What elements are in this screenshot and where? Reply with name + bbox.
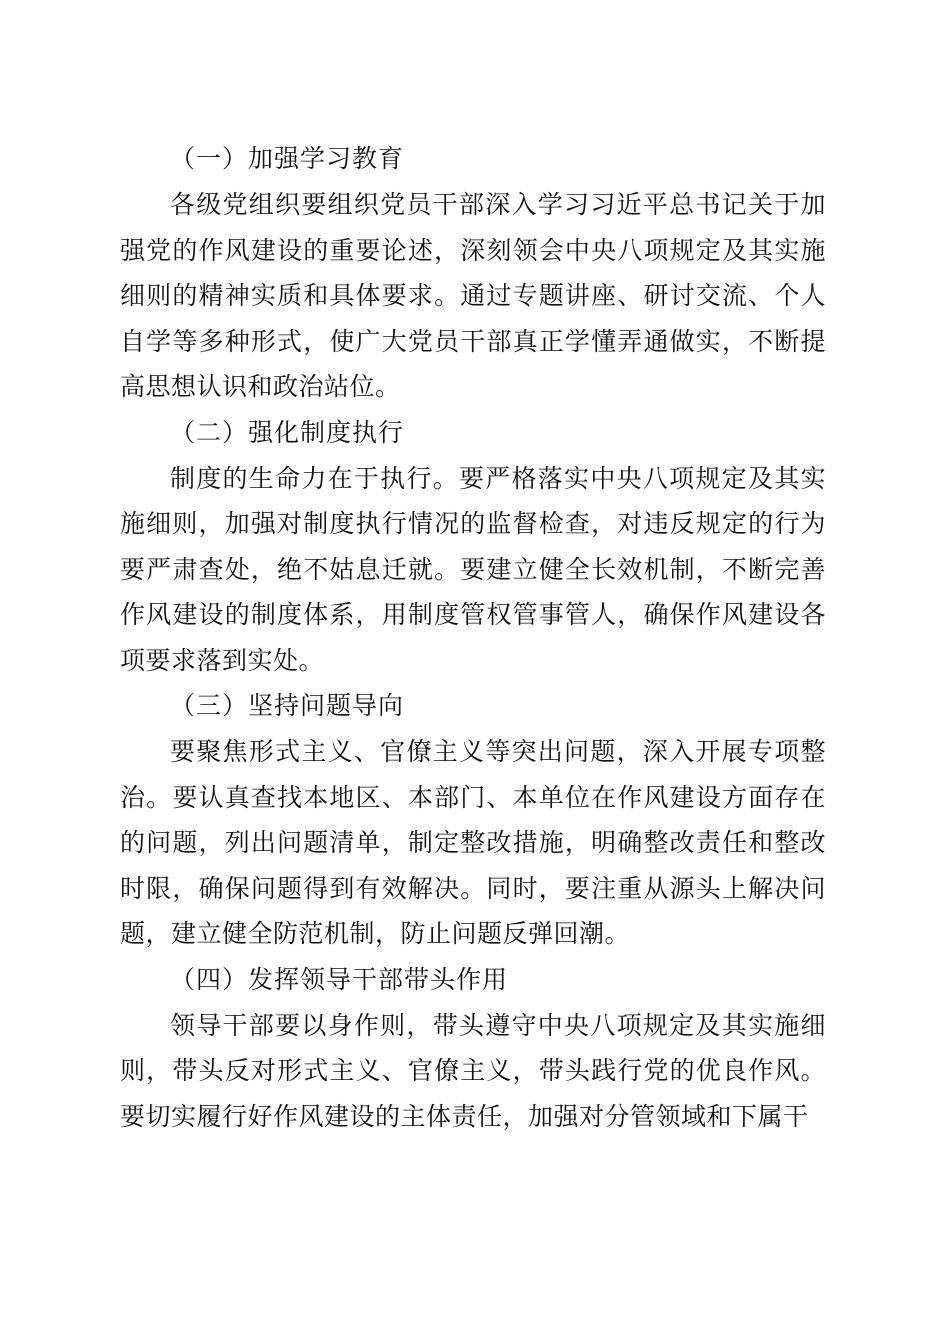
- section-leading-cadres: [120, 957, 826, 1140]
- section-paragraph: 领导干部要以身作则，带头遵守中央八项规定及其实施细则，带头反对形式主义、官僚主义，带头践行党的优良作风。要切实履行好作风建设的主体责任，加强对分管领域和下属干: [120, 1010, 826, 1131]
- section-paragraph: 制度的生命力在于执行。要严格落实中央八项规定及其实施细则，加强对制度执行情况的监督检查，对违反规定的行为要严肃查处，绝不姑息迁就。要建立健全长效机制，不断完善作风建设的制度体系，用制度管权管事管人，确保作风建设各项要求落到实处。: [120, 463, 826, 675]
- section-heading: （四）发挥领导干部带头作用: [170, 964, 509, 994]
- section-paragraph: 各级党组织要组织党员干部深入学习习近平总书记关于加强党的作风建设的重要论述，深刻领会中央八项规定及其实施细则的精神实质和具体要求。通过专题讲座、研讨交流、个人自学等多种形式，使广大党员干部真正学懂弄通做实，不断提高思想认识和政治站位。: [120, 190, 826, 401]
- section-heading: （三）坚持问题导向: [170, 691, 405, 720]
- section-study-education: [120, 136, 826, 410]
- section-problem-oriented: [120, 683, 826, 957]
- section-heading: （一）加强学习教育: [170, 144, 405, 173]
- document-body: [120, 136, 826, 1139]
- section-system-execution: [120, 410, 826, 684]
- section-paragraph: 要聚焦形式主义、官僚主义等突出问题，深入开展专项整治。要认真查找本地区、本部门、本单位在作风建设方面存在的问题，列出问题清单，制定整改措施，明确整改责任和整改时限，确保问题得到有效解决。同时，要注重从源头上解决问题，建立健全防范机制，防止问题反弹回潮。: [120, 737, 826, 948]
- section-heading: （二）强化制度执行: [170, 417, 405, 447]
